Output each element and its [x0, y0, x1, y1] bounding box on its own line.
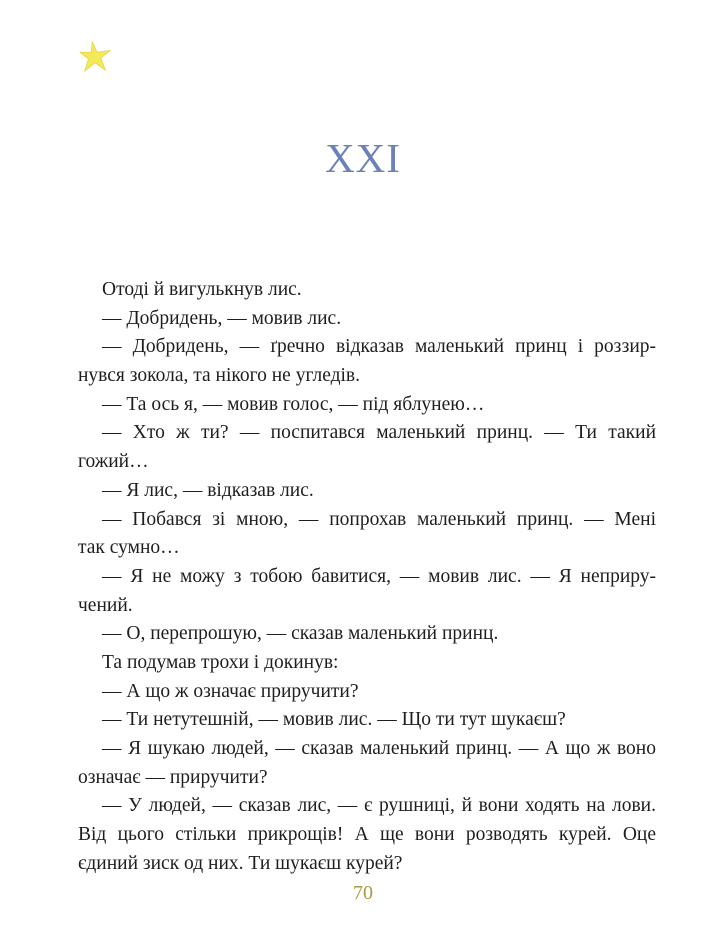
text-line: чений.	[78, 594, 133, 616]
text-line: — Та ось я, — мовив голос, — під яблунею…	[102, 393, 485, 415]
text-line: Від цього стільки прикрощів! А ще вони розводять курей. Оце	[78, 824, 656, 846]
text-line: — Добридень, — ґречно відказав маленький принц і роззир-	[102, 336, 656, 358]
text-line: єдиний зиск од них. Ти шукаєш курей?	[78, 852, 403, 874]
text-line: — Я не можу з тобою бавитися, — мовив лис. — Я неприру-	[102, 565, 656, 587]
chapter-title: XXI	[325, 135, 401, 181]
text-line: — А що ж означає приручити?	[102, 680, 359, 702]
text-line: Та подумав трохи і докинув:	[102, 651, 339, 673]
text-line: нувся зокола, та нікого не угледів.	[78, 365, 361, 387]
text-line: гожий…	[78, 451, 149, 473]
text-line: — Побався зі мною, — попрохав маленький принц. — Мені	[102, 508, 656, 530]
text-line: — О, перепрошую, — сказав маленький принц.	[102, 623, 499, 645]
text-line: — Добридень, — мовив лис.	[102, 307, 342, 329]
text-line: — Я лис, — відказав лис.	[102, 479, 314, 501]
text-line: означає — приручити?	[78, 766, 268, 788]
text-line: — Хто ж ти? — поспитався маленький принц. — Ти такий	[102, 422, 656, 444]
text-line: — Ти нетутешній, — мовив лис. — Що ти тут шукаєш?	[102, 709, 566, 731]
text-line: — У людей, — сказав лис, — є рушниці, й вони ходять на лови.	[102, 795, 656, 817]
text-line: — Я шукаю людей, — сказав маленький принц. — А що ж воно	[102, 738, 656, 759]
chapter-text	[78, 276, 656, 878]
text-line: Отоді й вигулькнув лис.	[102, 279, 302, 300]
page-number: 70	[353, 882, 373, 904]
text-line: так сумно…	[78, 537, 180, 559]
star-icon	[78, 38, 116, 76]
